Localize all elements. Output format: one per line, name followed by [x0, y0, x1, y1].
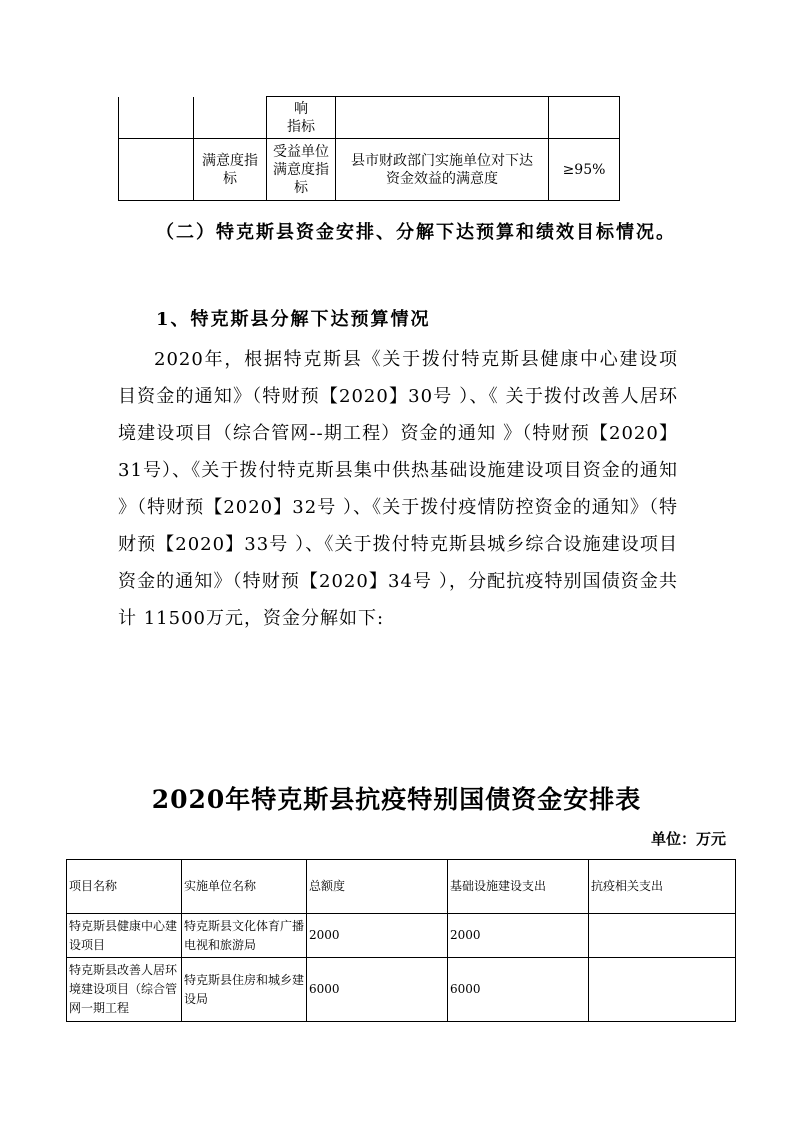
table-cell: 2000 — [307, 914, 448, 958]
indicator-cell: 响 指标 — [267, 97, 336, 139]
indicator-row — [119, 139, 620, 201]
header-cell: 总额度 — [307, 860, 448, 914]
indicator-cell: ≥95% — [549, 139, 620, 201]
table-cell: 特克斯县健康中心建设项目 — [67, 914, 182, 958]
table-row — [67, 958, 736, 1022]
indicator-row — [119, 97, 620, 139]
paragraph-text: 2020年，根据特克斯县《关于拨付特克斯县健康中心建设项目资金的通知》（特财预【2020】30号 ）、《 关于拨付改善人居环境建设项目（综合管网--期工程）资金的通知 》（特财预【2020】31号）、《关于拨付特克斯县集中供热基础设施建设项目资金的通知 》（特财预【2020】32号 ）、《关于拨付疫情防控资金的通知》（特财预【2020】33号 ）、《关于拨付特克斯县城乡综合设施建设项目资金的通知》（特财预【2020】34号 ），分配抗疫特别国债资金共计 11500万元，资金分解如下: — [118, 349, 678, 629]
indicator-cell — [119, 139, 194, 201]
subheading: 1、特克斯县分解下达预算情况 — [156, 309, 431, 330]
table-row — [67, 914, 736, 958]
table-cell: 特克斯县改善人居环境建设项目（综合管网一期工程 — [67, 958, 182, 1022]
table-cell: 特克斯县文化体育广播电视和旅游局 — [182, 914, 307, 958]
header-cell: 实施单位名称 — [182, 860, 307, 914]
indicator-cell: 满意度指标 — [194, 139, 267, 201]
table-cell — [589, 958, 736, 1022]
indicator-table — [118, 96, 620, 201]
indicator-cell — [194, 97, 267, 139]
table-header-row — [67, 860, 736, 914]
table-cell: 6000 — [448, 958, 589, 1022]
section-heading: （二）特克斯县资金安排、分解下达预算和绩效目标情况。 — [156, 222, 676, 243]
unit-label: 单位：万元 — [650, 830, 726, 848]
indicator-cell: 受益单位满意度指标 — [267, 139, 336, 201]
indicator-cell — [119, 97, 194, 139]
body-paragraph — [118, 341, 678, 637]
indicator-cell: 县市财政部门实施单位对下达资金效益的满意度 — [336, 139, 549, 201]
table-title: 2020年特克斯县抗疫特别国债资金安排表 — [151, 785, 642, 814]
indicator-cell — [549, 97, 620, 139]
header-cell: 抗疫相关支出 — [589, 860, 736, 914]
funds-table — [66, 859, 736, 1022]
table-cell: 2000 — [448, 914, 589, 958]
table-cell: 6000 — [307, 958, 448, 1022]
table-cell: 特克斯县住房和城乡建设局 — [182, 958, 307, 1022]
indicator-cell — [336, 97, 549, 139]
table-cell — [589, 914, 736, 958]
header-cell: 项目名称 — [67, 860, 182, 914]
header-cell: 基础设施建设支出 — [448, 860, 589, 914]
